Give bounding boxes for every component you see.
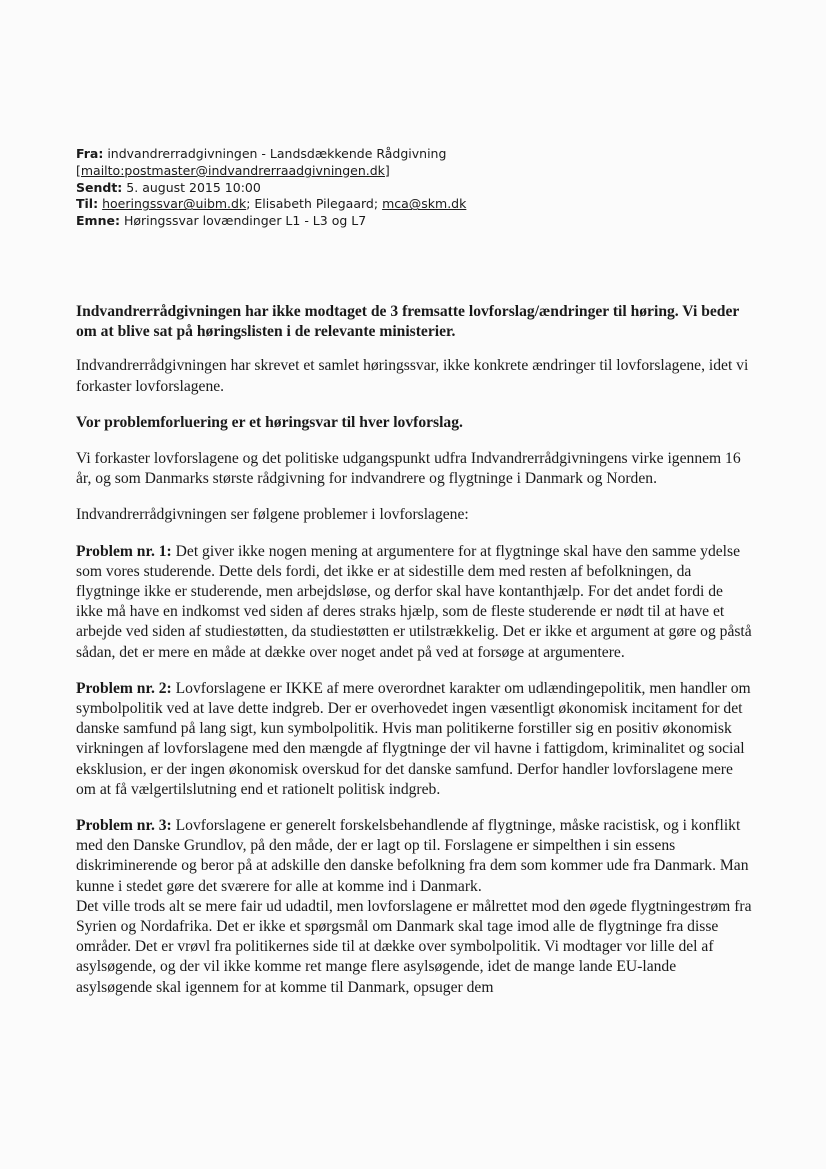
sent-label: Sendt: xyxy=(76,179,123,195)
lead-paragraph: Indvandrerrådgivningen har ikke modtaget de 3 fremsatte lovforslag/ændringer til høring. Vi beder om at blive sat på høringslisten i de relevante ministerier. xyxy=(76,303,740,341)
sent-value: 5. august 2015 10:00 xyxy=(126,179,261,195)
to-label: Til: xyxy=(76,196,99,212)
to-recipient-name: Elisabeth Pilegaard; xyxy=(254,196,379,212)
problem-2-paragraph xyxy=(76,679,752,800)
problem-2-label: Problem nr. 2: xyxy=(76,679,172,697)
from-label: Fra: xyxy=(76,146,104,161)
subject-value: Høringssvar lovændinger L1 - L3 og L7 xyxy=(123,213,367,229)
subject-label: Emne: xyxy=(76,213,120,229)
problem-1-text: Det giver ikke nogen mening at argumentere for at flygtninge skal have den samme ydelse som vores studerende. Dette dels fordi, det ikke er at sidestille dem med resten af befolkningen, da flygtninge ikke er studerende, men arbejdsløse, og derfor skal have kontanthjælp. For det andet fordi de ikke må have en indkomst ved siden af deres straks hjælp, som de fleste studerende er nødt til at have et arbejde ved siden af studiestøtten, da studiestøtten er utilstrækkelig. Det er ikke et argument at gøre og påstå sådan, det er mere en måde at dække over noget andet på ved at forsøge at argumentere. xyxy=(76,542,752,661)
intro-paragraph: Indvandrerrådgivningen har skrevet et samlet høringssvar, ikke konkrete ændringer til lovforslagene, idet vi forkaster lovforslagene. xyxy=(76,357,749,395)
to-email-link-1[interactable]: hoeringssvar@uibm.dk xyxy=(102,196,247,212)
problems-intro: Indvandrerrådgivningen ser følgene problemer i lovforslagene: xyxy=(76,506,469,524)
problem-3-paragraph xyxy=(76,816,752,897)
from-value: indvandrerradgivningen - Landsdækkende Rådgivning xyxy=(107,146,447,161)
problem-1-paragraph xyxy=(76,542,752,663)
position-paragraph: Vi forkaster lovforslagene og det politiske udgangspunkt udfra Indvandrerrådgivningens virke igennem 16 år, og som Danmarks største rådgivning for indvandrere og flygtninge i Danmark og Norden. xyxy=(76,450,741,488)
to-row xyxy=(76,196,776,213)
problem-2-text: Lovforslagene er IKKE af mere overordnet karakter om udlændingepolitik, men handler om symbolpolitik ved at lave dette indgreb. Der er overhovedet ingen væsentligt økonomisk incitament for det danske samfund på lang sigt, kun symbolpolitik. Hvis man politikerne forstiller sig en positiv økonomisk virkningen af lovforslagene med den mængde af flygtninge der vil havne i fattigdom, kriminalitet og social eksklusion, er der ingen økonomisk overskud for det danske samfund. Derfor handler lovforslagene mere om at få vælgertilslutning end et rationelt politisk indgreb. xyxy=(76,679,751,798)
letter-body xyxy=(76,302,752,1014)
mailto-row xyxy=(76,163,776,180)
to-separator: ; xyxy=(246,196,251,212)
section-heading: Vor problemforluering er et høringsvar til hver lovforslag. xyxy=(76,413,463,431)
email-header xyxy=(76,146,776,230)
mailto-link[interactable]: [mailto:postmaster@indvandrerraadgivningen.dk] xyxy=(76,162,390,178)
to-email-link-2[interactable]: mca@skm.dk xyxy=(382,196,467,212)
subject-row xyxy=(76,213,776,230)
problem-3-continuation: Det ville trods alt se mere fair ud udadtil, men lovforslagene er målrettet mod den øgede flygtningestrøm fra Syrien og Nordafrika. Det er ikke et spørgsmål om Danmark skal tage imod alle de flygtninge fra disse områder. Det er vrøvl fra politikernes side til at dække over symbolpolitik. Vi modtager vor lille del af asylsøgende, og der vil ikke komme ret mange flere asylsøgende, idet de mange lande EU-lande asylsøgende skal igennem for at komme til Danmark, opsuger dem xyxy=(76,897,752,996)
problem-3-label: Problem nr. 3: xyxy=(76,817,172,835)
sent-row xyxy=(76,180,776,197)
problem-1-label: Problem nr. 1: xyxy=(76,542,172,560)
from-row xyxy=(76,146,776,163)
problem-3-text: Lovforslagene er generelt forskelsbehandlende af flygtninge, måske racistisk, og i konflikt med den Danske Grundlov, på den måde, der er lagt op til. Forslagene er simpelthen i sin essens diskriminerende og beror på at adskille den danske befolkning fra dem som kommer ude fra Danmark. Man kunne i stedet gøre det sværere for alle at komme ind i Danmark. xyxy=(76,817,749,895)
